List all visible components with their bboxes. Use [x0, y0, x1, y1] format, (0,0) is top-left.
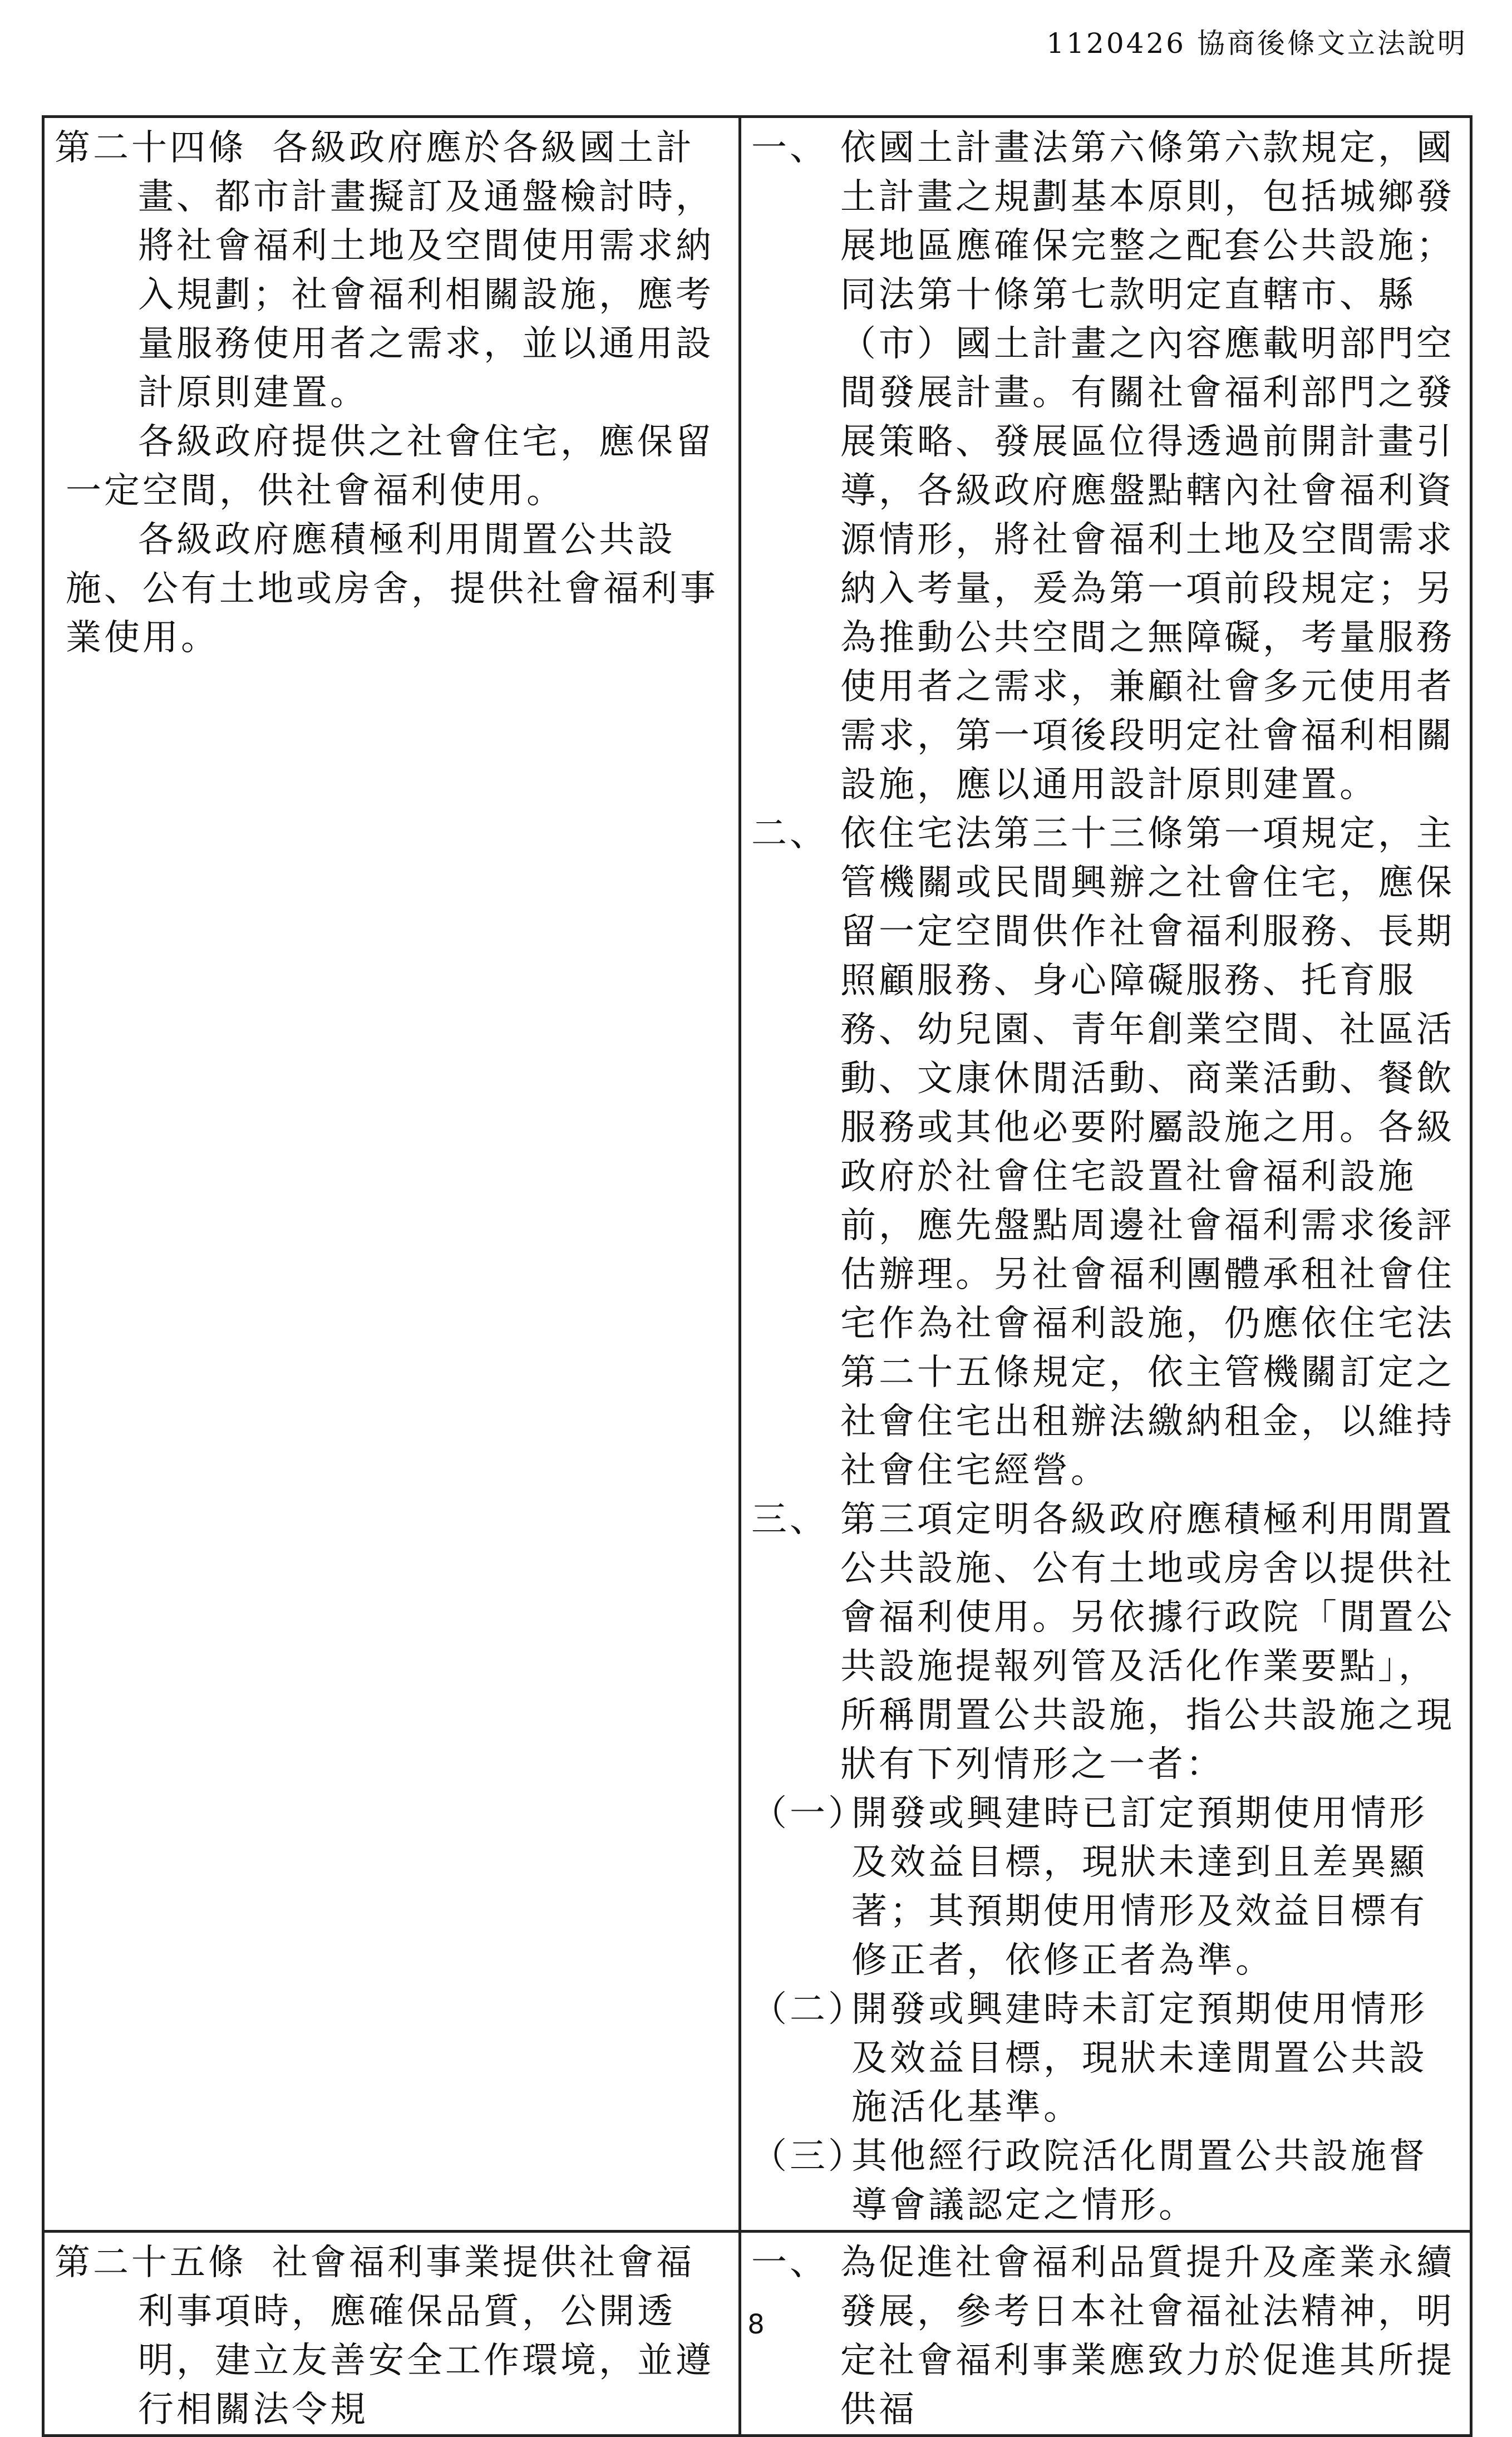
article-25-text-1: 社會福利事業提供社會福利事項時，應確保品質，公開透明，建立友善安全工作環境，並遵行相關法令規	[138, 2242, 714, 2430]
subitem-text: 開發或興建時未訂定預期使用情形及效益目標，現狀未達閒置公共設施活化基準。	[851, 1989, 1427, 2128]
item-number: 三、	[751, 1499, 828, 1540]
article-24-heading: 第二十四條	[55, 127, 247, 169]
table-row	[43, 117, 1471, 2232]
item-number: 一、	[751, 127, 828, 169]
explanation-item	[751, 1495, 1462, 1789]
article-24-paragraph-2: 各級政府提供之社會住宅，應保留一定空間，供社會福利使用。	[66, 421, 714, 512]
item-text: 依住宅法第三十三條第一項規定，主管機關或民間興辦之社會住宅，應保留一定空間供作社會福利服務、長期照顧服務、身心障礙服務、托育服務、幼兒園、青年創業空間、社區活動、文康休閒活動、商業活動、餐飲服務或其他必要附屬設施之用。各級政府於社會住宅設置社會福利設施前，應先盤點周邊社會福利需求後評估辦理。另社會福利團體承租社會住宅作為社會福利設施，仍應依住宅法第二十五條規定，依主管機關訂定之社會住宅出租辦法繳納租金，以維持社會住宅經營。	[840, 813, 1455, 1491]
item-text: 為促進社會福利品質提升及產業永續發展，參考日本社會福祉法精神，明定社會福利事業應致力於促進其所提供福	[840, 2242, 1455, 2430]
article-24-paragraph-3: 各級政府應積極利用閒置公共設施、公有土地或房舍，提供社會福利事業使用。	[66, 519, 718, 659]
article-24-paragraph-1	[55, 124, 731, 417]
article-24-text-1: 各級政府應於各級國土計畫、都市計畫擬訂及通盤檢討時，將社會福利土地及空間使用需求納入規劃；社會福利相關設施，應考量服務使用者之需求，並以通用設計原則建置。	[138, 127, 714, 414]
explanation-item	[751, 124, 1462, 809]
explanation-subitem	[751, 2132, 1462, 2230]
item-text: 依國土計畫法第六條第六款規定，國土計畫之規劃基本原則，包括城鄉發展地區應確保完整之配套公共設施；同法第十條第七款明定直轄市、縣（市）國土計畫之內容應載明部門空間發展計畫。有關社會福利部門之發展策略、發展區位得透過前開計畫引導，各級政府應盤點轄內社會福利資源情形，將社會福利土地及空間需求納入考量，爰為第一項前段規定；另為推動公共空間之無障礙，考量服務使用者之需求，兼顧社會多元使用者需求，第一項後段明定社會福利相關設施，應以通用設計原則建置。	[840, 127, 1455, 805]
explanation-subitem	[751, 1985, 1462, 2132]
subitem-text: 開發或興建時已訂定預期使用情形及效益目標，現狀未達到且差異顯著；其預期使用情形及效益目標有修正者，依修正者為準。	[851, 1793, 1427, 1981]
explanation-subitem	[751, 1789, 1462, 1985]
item-text: 第三項定明各級政府應積極利用閒置公共設施、公有土地或房舍以提供社會福利使用。另依據行政院「閒置公共設施提報列管及活化作業要點」，所稱閒置公共設施，指公共設施之現狀有下列情形之一者：	[840, 1499, 1455, 1785]
item-number: 一、	[751, 2242, 828, 2283]
subitem-text: 其他經行政院活化閒置公共設施督導會議認定之情形。	[851, 2136, 1427, 2226]
page-number: 8	[747, 2309, 765, 2340]
item-number: 二、	[751, 813, 828, 854]
document-title: 1120426 協商後條文立法說明	[1046, 27, 1467, 60]
article-24-cell	[43, 117, 740, 2232]
subitem-number: （三）	[751, 2136, 866, 2177]
article-25-heading: 第二十五條	[55, 2242, 247, 2283]
subitem-number: （二）	[751, 1989, 866, 2030]
comparison-table	[42, 115, 1472, 2437]
explanation-item	[751, 809, 1462, 1495]
explanation-24-cell	[740, 117, 1471, 2232]
subitem-number: （一）	[751, 1793, 866, 1834]
